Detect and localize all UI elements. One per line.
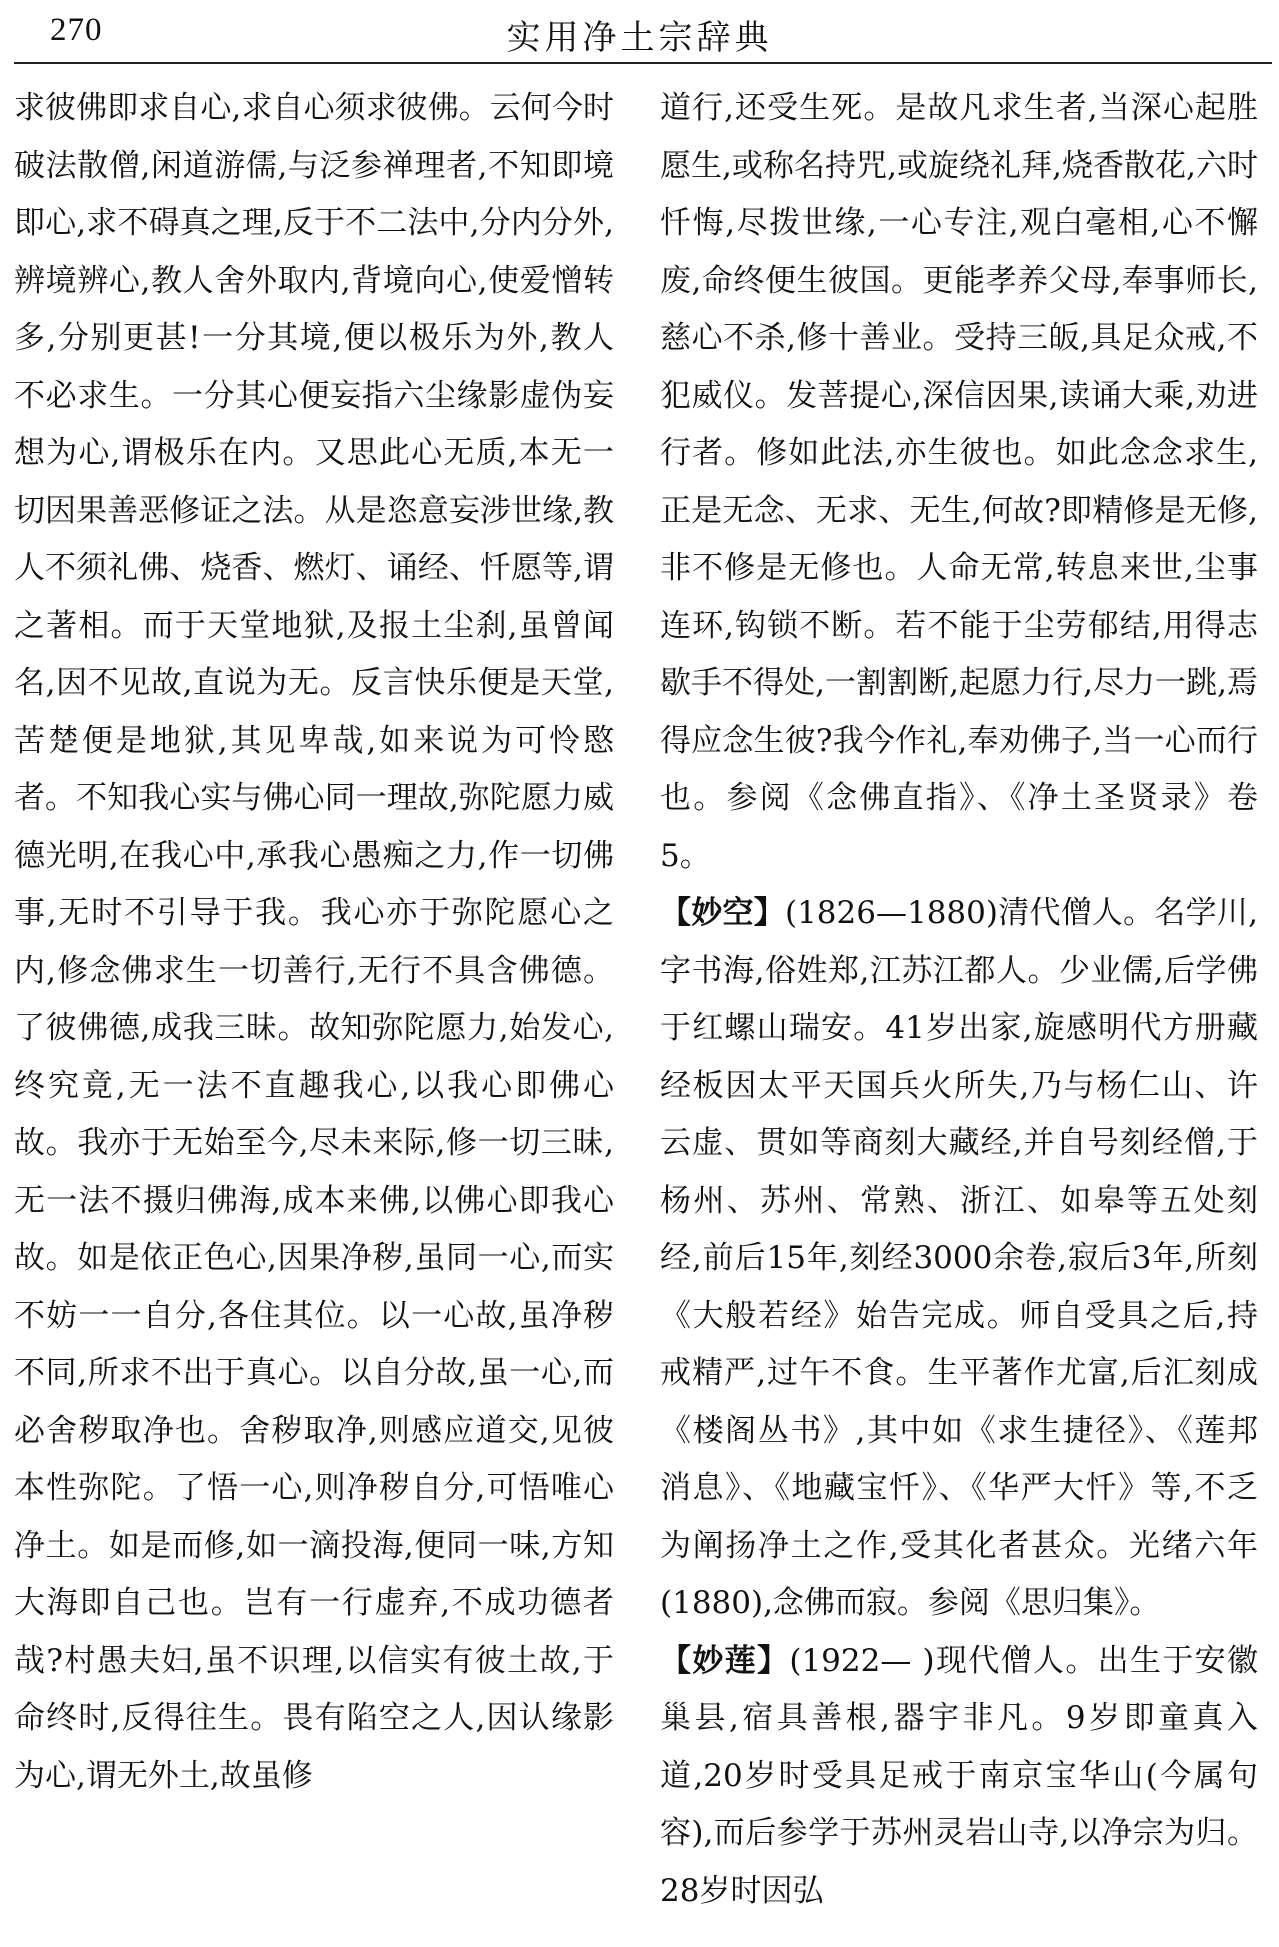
continuation-text: 道行,还受生死。是故凡求生者,当深心起胜愿生,或称名持咒,或旋绕礼拜,烧香散花,六时忏悔,尽拨世缘,一心专注,观白毫相,心不懈废,命终便生彼国。更能孝养父母,奉事师长,慈心不杀,修十善业。受持三皈,具足众戒,不犯威仪。发菩提心,深信因果,读诵大乘,劝进行者。修如此法,亦生彼也。如此念念求生,正是无念、无求、无生,何故?即精修是无修,非不修是无修也。人命无常,转息来世,尘事连环,钩锁不断。若不能于尘劳郁结,用得志歇手不得处,一割割断,起愿力行,尽力一跳,焉得应念生彼?我今作礼,奉劝佛子,当一心而行也。参阅《念佛直指》、《净土圣贤录》卷5。 [660, 90, 1258, 874]
page-number: 270 [50, 12, 103, 48]
entry-miaokong [660, 885, 1258, 1633]
header-rule [14, 62, 1272, 64]
entry-body-miaokong: (1826—1880)清代僧人。名学川,字书海,俗姓郑,江苏江都人。少业儒,后学佛于红螺山瑞安。41岁出家,旋感明代方册藏经板因太平天国兵火所失,乃与杨仁山、许云虚、贯如等商刻大藏经,并自号刻经僧,于杨州、苏州、常熟、浙江、如皋等五处刻经,前后15年,刻经3000余卷,寂后3年,所刻《大般若经》始告完成。师自受具之后,持戒精严,过午不食。生平著作尤富,后汇刻成《楼阁丛书》,其中如《求生捷径》、《莲邦消息》、《地藏宝忏》、《华严大忏》等,不乏为阐扬净土之作,受其化者甚众。光绪六年(1880),念佛而寂。参阅《思归集》。 [660, 895, 1258, 1621]
entry-miaolian [660, 1633, 1258, 1921]
entry-head-miaokong: 【妙空】 [660, 895, 785, 931]
left-column [14, 80, 614, 1935]
left-column-text: 求彼佛即求自心,求自心须求彼佛。云何今时破法散僧,闲道游儒,与泛参禅理者,不知即境即心,求不碍真之理,反于不二法中,分内分外,辨境辨心,教人舍外取内,背境向心,使爱憎转多,分别更甚!一分其境,便以极乐为外,教人不必求生。一分其心便妄指六尘缘影虚伪妄想为心,谓极乐在内。又思此心无质,本无一切因果善恶修证之法。从是恣意妄涉世缘,教人不须礼佛、烧香、燃灯、诵经、忏愿等,谓之著相。而于天堂地狱,及报土尘刹,虽曾闻名,因不见故,直说为无。反言快乐便是天堂,苦楚便是地狱,其见卑哉,如来说为可怜愍者。不知我心实与佛心同一理故,弥陀愿力威德光明,在我心中,承我心愚痴之力,作一切佛事,无时不引导于我。我心亦于弥陀愿心之内,修念佛求生一切善行,无行不具含佛德。了彼佛德,成我三昧。故知弥陀愿力,始发心,终究竟,无一法不直趣我心,以我心即佛心故。我亦于无始至今,尽未来际,修一切三昧,无一法不摄归佛海,成本来佛,以佛心即我心故。如是依正色心,因果净秽,虽同一心,而实不妨一一自分,各住其位。以一心故,虽净秽不同,所求不出于真心。以自分故,虽一心,而必舍秽取净也。舍秽取净,则感应道交,见彼本性弥陀。了悟一心,则净秽自分,可悟唯心净土。如是而修,如一滴投海,便同一味,方知大海即自己也。岂有一行虚弃,不成功德者哉?村愚夫妇,虽不识理,以信实有彼土故,于命终时,反得往生。畏有陷空之人,因认缘影为心,谓无外土,故虽修 [14, 90, 614, 1794]
book-title: 实用净土宗辞典 [506, 18, 773, 58]
right-column [660, 80, 1258, 1935]
entry-body-miaolian: (1922— )现代僧人。出生于安徽巢县,宿具善根,器宇非凡。9岁即童真入道,20岁时受具足戒于南京宝华山(今属句容),而后参学于苏州灵岩山寺,以净宗为归。28岁时因弘 [660, 1642, 1258, 1909]
entry-head-miaolian: 【妙莲】 [660, 1642, 790, 1679]
page-header [0, 0, 1279, 70]
